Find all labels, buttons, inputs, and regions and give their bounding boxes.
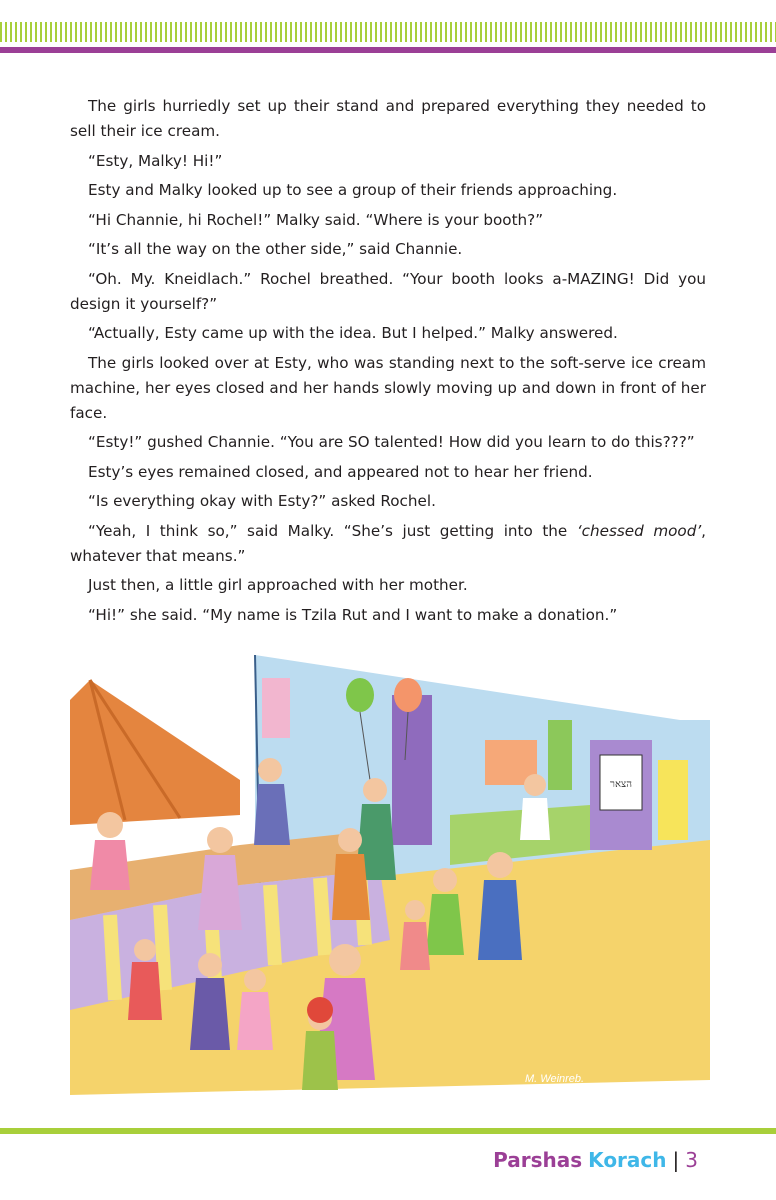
paragraph: “Esty, Malky! Hi!”: [88, 151, 223, 170]
footer-separator: |: [672, 1148, 680, 1172]
paragraph-emphasis: ‘chessed mood’: [576, 521, 702, 540]
wall-poster: [262, 678, 290, 738]
wall-poster: [658, 760, 688, 840]
paragraph: “Actually, Esty came up with the idea. But I helped.” Malky answered.: [88, 324, 618, 342]
top-rule: [0, 47, 776, 53]
paragraph-part: “Yeah, I think so,” said Malky. “She’s just getting into the: [88, 521, 577, 540]
paragraph: Esty and Malky looked up to see a group of their friends approaching.: [88, 181, 618, 199]
balloon: [394, 678, 422, 712]
paragraph: “Hi Channie, hi Rochel!” Malky said. “Where is your booth?”: [88, 210, 544, 229]
paragraph: “Oh. My. Kneidlach.” Rochel breathed. “Your booth looks a-MAZING! Did you design it yourself?”: [70, 269, 706, 313]
story-text: [70, 94, 706, 632]
paragraph: “Hi!” she said. “My name is Tzila Rut and I want to make a donation.”: [88, 605, 618, 624]
artist-signature: M. Weinreb.: [525, 1073, 585, 1085]
balloon: [346, 678, 374, 712]
paragraph: Just then, a little girl approached with her mother.: [88, 576, 468, 594]
door-sign-text: הצאר: [610, 779, 632, 790]
paragraph: [70, 519, 706, 569]
paragraph: “Esty!” gushed Channie. “You are SO talented! How did you learn to do this???”: [88, 433, 695, 451]
parsha-name: Korach: [588, 1148, 667, 1172]
paragraph: “It’s all the way on the other side,” said Channie.: [88, 240, 463, 258]
wall-poster: [548, 720, 572, 790]
paragraph: The girls hurriedly set up their stand and prepared everything they needed to sell their ice cream.: [70, 97, 706, 140]
paragraph-part: , whatever that means.”: [70, 521, 706, 565]
paragraph: Esty’s eyes remained closed, and appeared not to hear her friend.: [88, 462, 593, 481]
paragraph: The girls looked over at Esty, who was standing next to the soft-serve ice cream machine, her eyes closed and her hands slowly moving up and down in front of her face.: [70, 353, 706, 422]
top-decorative-ticks: [0, 22, 776, 42]
page-footer: [493, 1146, 698, 1174]
parsha-label: Parshas: [493, 1148, 583, 1172]
bottom-rule: [0, 1128, 776, 1134]
paragraph: “Is everything okay with Esty?” asked Rochel.: [88, 492, 436, 510]
page-number: 3: [685, 1148, 698, 1172]
fair-illustration: [70, 640, 710, 1100]
doorway: [392, 695, 432, 845]
